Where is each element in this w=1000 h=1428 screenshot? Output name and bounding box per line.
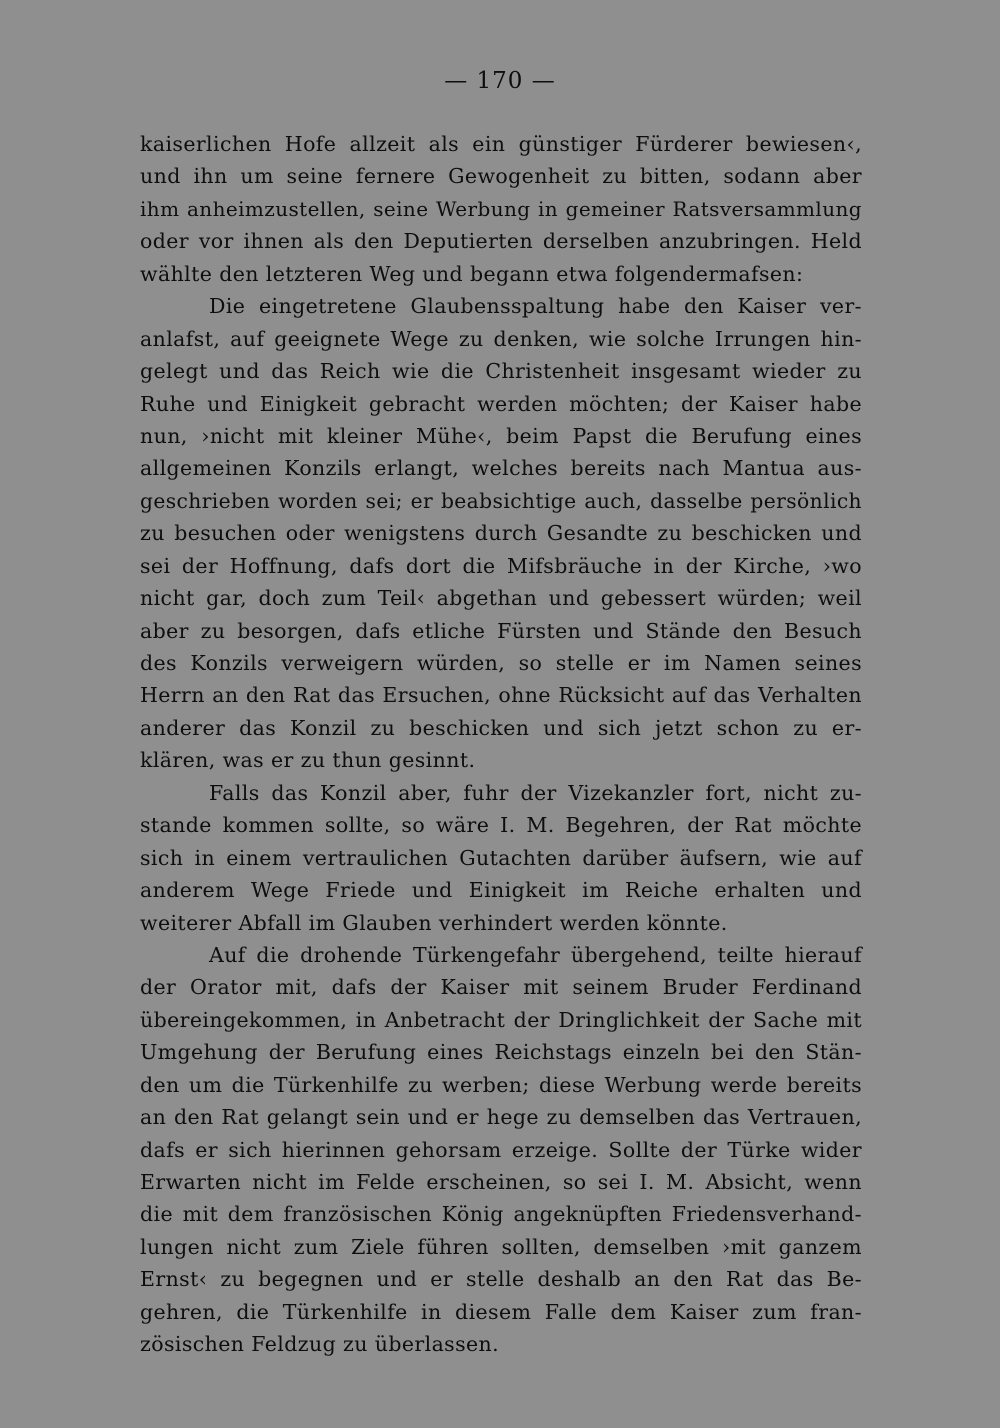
text-line: ihm anheimzustellen, seine Werbung in gemeiner Ratsversammlung [140, 196, 862, 221]
text-line: an den Rat gelangt sein und er hege zu demselben das Vertrauen, [140, 1105, 862, 1130]
text-line: lungen nicht zum Ziele führen sollten, demselben ›mit ganzem [140, 1234, 862, 1259]
text-line: kaiserlichen Hofe allzeit als ein günstiger Fürderer bewiesen‹, [140, 132, 862, 156]
text-line: anlafst, auf geeignete Wege zu denken, wie solche Irrungen hin- [140, 326, 862, 351]
text-line: sich in einem vertraulichen Gutachten darüber äufsern, wie auf [140, 845, 862, 870]
text-line: den um die Türkenhilfe zu werben; diese Werbung werde bereits [140, 1072, 862, 1097]
text-line: gelegt und das Reich wie die Christenheit insgesamt wieder zu [140, 359, 862, 384]
text-line: klären, was er zu thun gesinnt. [140, 748, 476, 773]
text-line: dafs er sich hierinnen gehorsam erzeige. Sollte der Türke wider [140, 1137, 862, 1162]
text-line: der Orator mit, dafs der Kaiser mit seinem Bruder Ferdinand [140, 975, 862, 1000]
text-line: die mit dem französischen König angeknüpften Friedensverhand- [140, 1202, 862, 1227]
text-line: Falls das Konzil aber, fuhr der Vizekanzler fort, nicht zu- [209, 780, 862, 805]
text-line: weiterer Abfall im Glauben verhindert werden könnte. [140, 910, 728, 935]
text-line: Erwarten nicht im Felde erscheinen, so sei I. M. Absicht, wenn [140, 1170, 862, 1194]
text-line: übereingekommen, in Anbetracht der Dringlichkeit der Sache mit [140, 1007, 862, 1032]
text-line: nicht gar, doch zum Teil‹ abgethan und gebessert würden; weil [140, 586, 862, 611]
text-line: nun, ›nicht mit kleiner Mühe‹, beim Papst die Berufung eines [140, 423, 862, 448]
text-line: anderer das Konzil zu beschicken und sich jetzt schon zu er- [140, 715, 862, 740]
text-line: anderem Wege Friede und Einigkeit im Reiche erhalten und [140, 878, 862, 903]
text-line: des Konzils verweigern würden, so stelle er im Namen seines [140, 651, 862, 675]
text-line: zösischen Feldzug zu überlassen. [140, 1332, 500, 1357]
text-line: Auf die drohende Türkengefahr übergehend, teilte hierauf [209, 942, 862, 967]
text-line: zu besuchen oder wenigstens durch Gesandte zu beschicken und [140, 521, 862, 546]
text-line: sei der Hoffnung, dafs dort die Mifsbräuche in der Kirche, ›wo [140, 553, 862, 578]
text-line: wählte den letzteren Weg und begann etwa folgendermafsen: [140, 261, 804, 286]
text-line: aber zu besorgen, dafs etliche Fürsten und Stände den Besuch [140, 618, 862, 643]
page-number: — 170 — [444, 68, 556, 94]
text-line: stande kommen sollte, so wäre I. M. Begehren, der Rat möchte [140, 813, 862, 838]
text-line: Ernst‹ zu begegnen und er stelle deshalb an den Rat das Be- [140, 1267, 862, 1292]
text-line: allgemeinen Konzils erlangt, welches bereits nach Mantua aus- [140, 456, 862, 481]
text-line: oder vor ihnen als den Deputierten derselben anzubringen. Held [140, 229, 862, 254]
text-line: Ruhe und Einigkeit gebracht werden möchten; der Kaiser habe [140, 391, 862, 416]
body-text [140, 128, 862, 1361]
text-line: und ihn um seine fernere Gewogenheit zu bitten, sodann aber [140, 164, 862, 189]
text-line: geschrieben worden sei; er beabsichtige auch, dasselbe persönlich [140, 488, 862, 513]
text-line: Die eingetretene Glaubensspaltung habe den Kaiser ver- [209, 294, 862, 319]
text-line: Herrn an den Rat das Ersuchen, ohne Rücksicht auf das Verhalten [140, 683, 862, 708]
text-line: gehren, die Türkenhilfe in diesem Falle dem Kaiser zum fran- [140, 1299, 862, 1324]
text-line: Umgehung der Berufung eines Reichstags einzeln bei den Stän- [140, 1040, 862, 1065]
